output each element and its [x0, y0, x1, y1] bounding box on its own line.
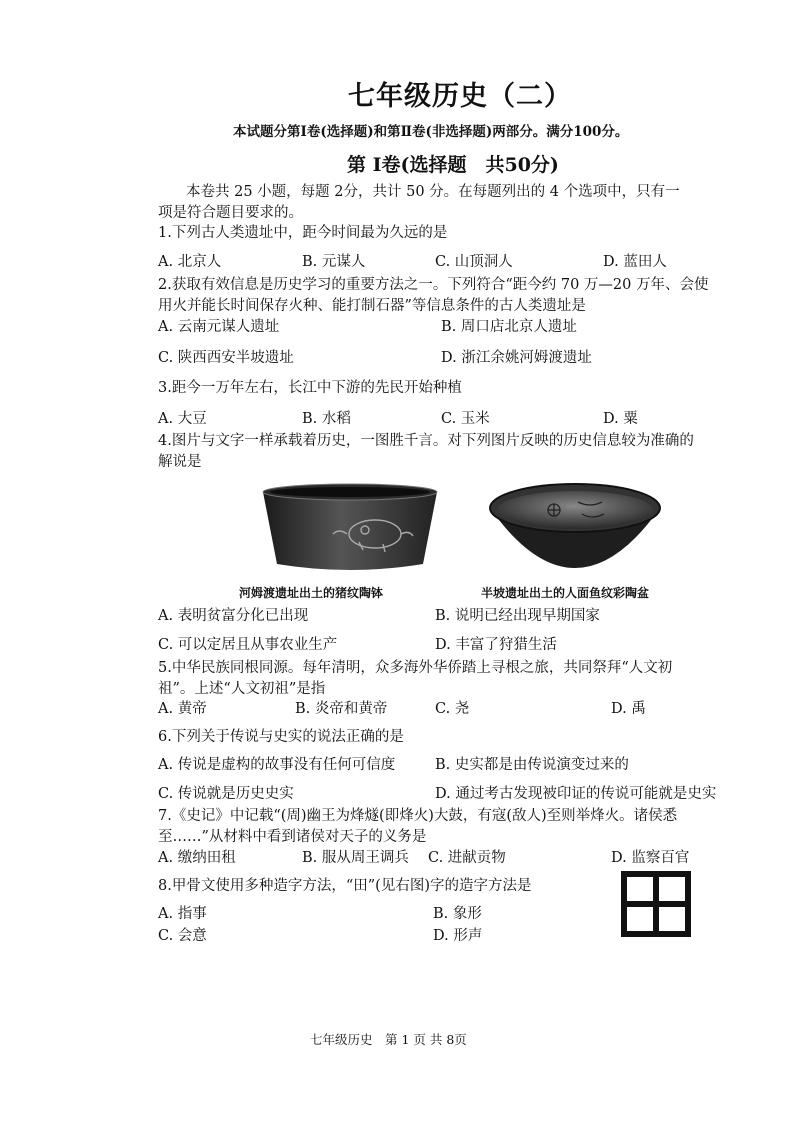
page-footer: 七年级历史 第 1 页 共 8页 [310, 1032, 467, 1047]
question-7-option-c[interactable]: C. 进献贡物 [428, 850, 506, 866]
question-8-option-b[interactable]: B. 象形 [433, 906, 482, 922]
question-5-option-c[interactable]: C. 尧 [435, 701, 470, 717]
question-5-stem-line2: 祖”。上述“人文初祖”是指 [158, 681, 326, 697]
question-3-option-d[interactable]: D. 粟 [603, 411, 638, 427]
section-intro-line1: 本卷共 25 小题，每题 2分，共计 50 分。在每题列出的 4 个选项中，只有一 [186, 184, 680, 200]
question-4-option-c[interactable]: C. 可以定居且从事农业生产 [158, 637, 338, 653]
question-3-option-c[interactable]: C. 玉米 [441, 411, 490, 427]
question-4-option-d[interactable]: D. 丰富了狩猎生活 [435, 637, 557, 653]
question-2-option-d[interactable]: D. 浙江余姚河姆渡遗址 [441, 350, 592, 366]
caption-human-face-basin: 半坡遗址出土的人面鱼纹彩陶盆 [481, 586, 650, 600]
question-1-option-c[interactable]: C. 山顶洞人 [435, 254, 513, 270]
question-6-option-d[interactable]: D. 通过考古发现被印证的传说可能就是史实 [435, 786, 717, 802]
question-7-option-d[interactable]: D. 监察百官 [611, 850, 690, 866]
question-6-option-b[interactable]: B. 史实都是由传说演变过来的 [435, 757, 629, 773]
question-8-option-c[interactable]: C. 会意 [158, 928, 207, 944]
question-7-option-b[interactable]: B. 服从周王调兵 [302, 850, 409, 866]
question-5-option-b[interactable]: B. 炎帝和黄帝 [295, 701, 388, 717]
question-1-option-a[interactable]: A. 北京人 [158, 254, 222, 270]
question-4-option-a[interactable]: A. 表明贫富分化已出现 [158, 608, 309, 624]
question-4-stem-line1: 4.图片与文字一样承载着历史，一图胜千言。对下列图片反映的历史信息较为准确的 [158, 433, 694, 449]
question-3-option-b[interactable]: B. 水稻 [302, 411, 351, 427]
question-4-option-b[interactable]: B. 说明已经出现早期国家 [435, 608, 600, 624]
question-1-option-b[interactable]: B. 元谋人 [302, 254, 366, 270]
question-2-stem-line1: 2.获取有效信息是历史学习的重要方法之一。下列符合“距今约 70 万—20 万年、会使 [158, 277, 709, 293]
question-5-option-d[interactable]: D. 禹 [611, 701, 646, 717]
oracle-bone-field-glyph-image [618, 868, 696, 942]
question-1-option-d[interactable]: D. 蓝田人 [603, 254, 667, 270]
section-intro-line2: 项是符合题目要求的。 [158, 205, 303, 221]
question-2-option-b[interactable]: B. 周口店北京人遗址 [441, 319, 577, 335]
question-6-option-a[interactable]: A. 传说是虚构的故事没有任何可信度 [158, 757, 396, 773]
question-7-stem-line1: 7.《史记》中记载“(周)幽王为烽燧(即烽火)大鼓，有寇(敌人)至则举烽火。诸侯悉 [158, 808, 678, 824]
question-1-stem: 1.下列古人类遗址中，距今时间最为久远的是 [158, 225, 448, 241]
question-3-option-a[interactable]: A. 大豆 [158, 411, 207, 427]
question-2-option-c[interactable]: C. 陕西西安半坡遗址 [158, 350, 294, 366]
question-5-option-a[interactable]: A. 黄帝 [158, 701, 207, 717]
pig-pattern-pottery-bowl-image [255, 478, 445, 578]
question-2-stem-line2: 用火并能长时间保存火种、能打制石器”等信息条件的古人类遗址是 [158, 298, 586, 314]
question-7-option-a[interactable]: A. 缴纳田租 [158, 850, 236, 866]
question-4-stem-line2: 解说是 [158, 454, 202, 470]
question-6-option-c[interactable]: C. 传说就是历史史实 [158, 786, 294, 802]
question-6-stem: 6.下列关于传说与史实的说法正确的是 [158, 729, 404, 745]
caption-pig-pattern-bowl: 河姆渡遗址出土的猪纹陶钵 [239, 586, 384, 600]
question-2-option-a[interactable]: A. 云南元谋人遗址 [158, 319, 280, 335]
exam-title: 七年级历史（二） [348, 81, 572, 112]
human-face-fish-basin-image [486, 478, 664, 578]
question-8-stem: 8.甲骨文使用多种造字方法，“田”(见右图)字的造字方法是 [158, 878, 532, 894]
exam-subtitle: 本试题分第Ⅰ卷(选择题)和第Ⅱ卷(非选择题)两部分。满分100分。 [233, 124, 629, 140]
question-8-option-d[interactable]: D. 形声 [433, 928, 483, 944]
question-7-stem-line2: 至……”从材料中看到诸侯对天子的义务是 [158, 829, 427, 845]
question-3-stem: 3.距今一万年左右，长江中下游的先民开始种植 [158, 380, 462, 396]
question-5-stem-line1: 5.中华民族同根同源。每年清明，众多海外华侨踏上寻根之旅，共同祭拜“人文初 [158, 660, 673, 676]
question-8-option-a[interactable]: A. 指事 [158, 906, 207, 922]
section-title: 第 Ⅰ卷(选择题 共50分) [347, 154, 559, 176]
